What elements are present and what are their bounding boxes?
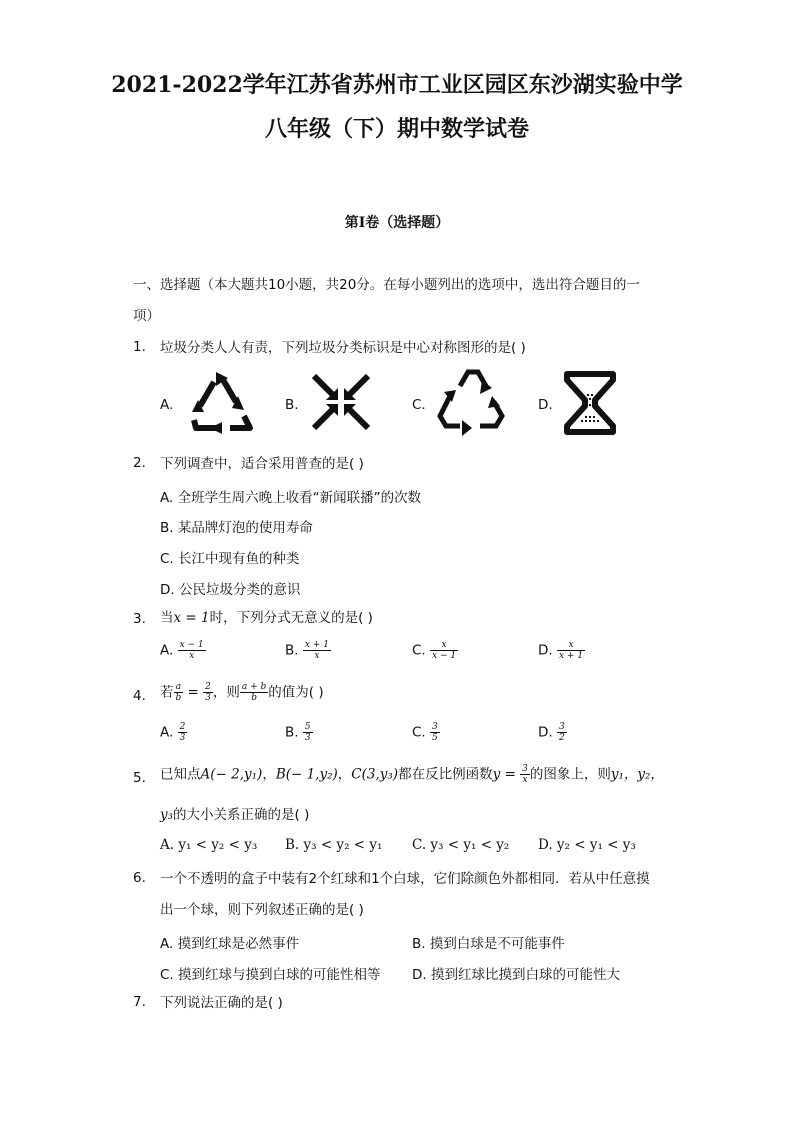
- q6-line1: 一个不透明的盒子中装有2个红球和1个白球，它们除颜色外都相同．若从中任意摸: [160, 871, 650, 887]
- q5-option-a: A. y₁ < y₂ < y₃: [160, 837, 258, 853]
- q3-number: 3.: [133, 611, 146, 627]
- inward-arrows-icon: [310, 372, 372, 432]
- q5-option-b: B. y₃ < y₂ < y₁: [285, 837, 383, 853]
- q1-option-b-label: B.: [285, 397, 299, 413]
- q1-text: 垃圾分类人人有责，下列垃圾分类标识是中心对称图形的是( ): [160, 340, 526, 356]
- q1-number: 1.: [133, 339, 146, 355]
- exam-title-line1: 2021-2022学年江苏省苏州市工业区园区东沙湖实验中学: [111, 72, 683, 98]
- q3-option-a: A. $\frac{x - 1}{x}$: [160, 640, 204, 661]
- q6-option-b: B. 摸到白球是不可能事件: [412, 936, 565, 952]
- q2-option-c: C. 长江中现有鱼的种类: [160, 551, 300, 567]
- q3-option-c: C. $\frac{x}{x - 1}$: [412, 640, 457, 661]
- q5-line2: y₃的大小关系正确的是( ): [160, 807, 310, 823]
- q2-option-d: D. 公民垃圾分类的意识: [160, 582, 301, 598]
- q2-option-a: A. 全班学生周六晚上收看“新闻联播”的次数: [160, 490, 422, 506]
- q4-text: 若 $\frac{a}{b}$ = $\frac{2}{3}$ ，则 $\frac{a + b}{b}$ 的值为( ): [160, 682, 324, 703]
- q3-option-b: B. $\frac{x + 1}{x}$: [285, 640, 329, 661]
- q1-option-d-label: D.: [538, 397, 553, 413]
- recycle-outline-icon: [436, 366, 506, 442]
- part1-heading-line1: 一、选择题（本大题共10小题，共20分。在每小题列出的选项中，选出符合题目的一: [133, 277, 640, 293]
- q5-number: 5.: [133, 770, 146, 786]
- q5-line1: 已知点A(− 2,y₁)，B(− 1,y₂)，C(3,y₃)都在反比例函数y = $\frac{3}{x}$ 的图象上，则y₁，y₂，: [160, 764, 664, 785]
- recycle-triangle-icon: [186, 370, 258, 436]
- q4-number: 4.: [133, 688, 146, 704]
- q4-option-a: A. $\frac{2}{3}$: [160, 722, 186, 743]
- q3-text: 当x = 1时，下列分式无意义的是( ): [160, 610, 373, 626]
- part1-heading-line2: 项）: [133, 308, 160, 324]
- q5-option-d: D. y₂ < y₁ < y₃: [538, 837, 636, 853]
- q3-option-d: D. $\frac{x}{x + 1}$: [538, 640, 584, 661]
- q6-number: 6.: [133, 870, 146, 886]
- section-title: 第I卷（选择题）: [344, 215, 450, 231]
- q4-option-c: C. $\frac{3}{5}$: [412, 722, 438, 743]
- q2-text: 下列调查中，适合采用普查的是( ): [160, 456, 364, 472]
- q7-text: 下列说法正确的是( ): [160, 995, 283, 1011]
- q6-line2: 出一个球，则下列叙述正确的是( ): [160, 902, 364, 918]
- q4-option-b: B. $\frac{5}{3}$: [285, 722, 311, 743]
- q2-option-b: B. 某品牌灯泡的使用寿命: [160, 520, 313, 536]
- q4-option-d: D. $\frac{3}{2}$: [538, 722, 565, 743]
- q6-option-c: C. 摸到红球与摸到白球的可能性相等: [160, 967, 381, 983]
- exam-title-line2: 八年级（下）期中数学试卷: [264, 116, 529, 142]
- q5-option-c: C. y₃ < y₁ < y₂: [412, 837, 510, 853]
- q2-number: 2.: [133, 455, 146, 471]
- q6-option-a: A. 摸到红球是必然事件: [160, 936, 300, 952]
- hourglass-icon: [563, 370, 617, 436]
- q1-option-a-label: A.: [160, 397, 174, 413]
- q6-option-d: D. 摸到红球比摸到白球的可能性大: [412, 967, 620, 983]
- q7-number: 7.: [133, 994, 146, 1010]
- q1-option-c-label: C.: [412, 397, 426, 413]
